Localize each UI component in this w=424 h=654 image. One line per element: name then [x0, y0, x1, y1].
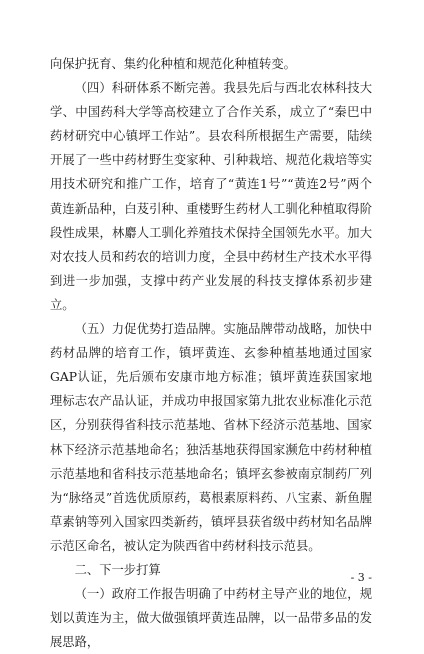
paragraph-continuation: 向保护抚育、集约化种植和规范化种植转变。	[50, 57, 296, 71]
paragraph-research-system: （四）科研体系不断完善。我县先后与西北农林科技大学、中国药科大学等高校建立了合作关系，成立了“秦巴中药材研究中心镇坪工作站”。县农科所根据生产需要，陆续开展了一些中药材野生变家种、引种栽培、规范化栽培等实用技术研究和推广工作，培育了“黄连1号”“黄连2号”两个黄连新品种，白芨引种、重楼野生药材人工驯化种植取得阶段性成果，林麝人工驯化养殖技术保持全国领先水平。加大对农技人员和药农的培训力度，全县中药材生产技术水平得到进一步加强，支撑中药产业发展的科技支撑体系初步建立。	[50, 81, 372, 312]
paragraph-next-plan: （一）政府工作报告明确了中药材主导产业的地位，规划以黄连为主，做大做强镇坪黄连品牌，以一品带多品的发展思路，	[50, 587, 372, 650]
section-heading: 二、下一步打算	[74, 562, 161, 577]
page-number: - 3 -	[350, 571, 372, 584]
paragraph-brand-building: （五）力促优势打造品牌。实施品牌带动战略，加快中药材品牌的培育工作，镇坪黄连、玄参种植基地通过国家GAP认证，先后颁布安康市地方标准；镇坪黄连获国家地理标志农产品认证，并成功申报国家第九批农业标准化示范区，分别获得省科技示范基地、省林下经济示范基地、国家林下经济示范基地命名；独活基地获得国家濒危中药材种植示范基地和省科技示范基地命名；镇坪玄参被南京制药厂列为“脉络灵”首选优质原药，葛根素原料药、八宝素、新鱼腥草素钠等列入国家四类新药，镇坪县获省级中药材知名品牌示范区命名，被认定为陕西省中药材科技示范县。	[50, 322, 372, 553]
